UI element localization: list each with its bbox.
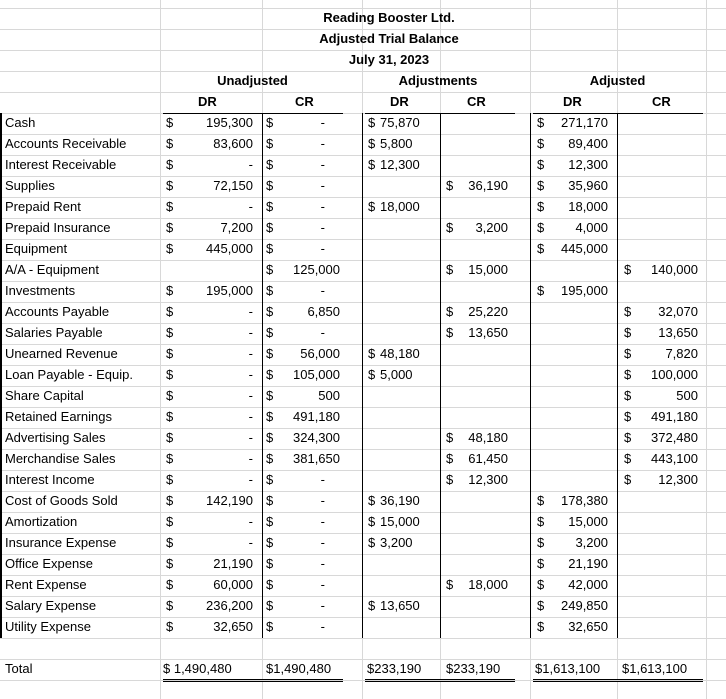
total-unadjusted-dr: $ 1,490,480 (163, 661, 232, 676)
dollar-sign: $ (446, 220, 454, 235)
dollar-sign: $ (266, 451, 274, 466)
unadjusted-dr: - (248, 430, 253, 445)
unadjusted-cr: - (320, 241, 325, 256)
dollar-sign: $ (537, 535, 545, 550)
dollar-sign: $ (368, 514, 376, 529)
unadjusted-dr: - (248, 514, 253, 529)
total-double-underline (365, 679, 515, 680)
unadjusted-dr: - (248, 304, 253, 319)
dollar-sign: $ (624, 304, 632, 319)
adjustments-cr: 13,650 (468, 325, 508, 340)
unadjusted-cr: 324,300 (293, 430, 340, 445)
dollar-sign: $ (368, 115, 376, 130)
dollar-sign: $ (266, 430, 274, 445)
adjustments-dr: 13,650 (380, 598, 420, 613)
adjustments-cr: 15,000 (468, 262, 508, 277)
total-adjusted-dr: $1,613,100 (535, 661, 601, 676)
unadjusted-cr: - (320, 136, 325, 151)
account-name: Interest Income (5, 472, 95, 487)
unadjusted-dr: 445,000 (206, 241, 253, 256)
dollar-sign: $ (537, 157, 545, 172)
unadjusted-dr: 21,190 (213, 556, 253, 571)
dollar-sign: $ (624, 430, 632, 445)
account-name: Investments (5, 283, 76, 298)
dollar-sign: $ (266, 241, 274, 256)
adjustments-cr: 61,450 (468, 451, 508, 466)
dollar-sign: $ (166, 346, 174, 361)
header-dr: DR (198, 94, 217, 109)
dollar-sign: $ (266, 262, 274, 277)
unadjusted-dr: - (248, 388, 253, 403)
adjusted-cr: 32,070 (658, 304, 698, 319)
adjustments-dr: 18,000 (380, 199, 420, 214)
dollar-sign: $ (166, 367, 174, 382)
dollar-sign: $ (624, 325, 632, 340)
gridline (0, 29, 726, 30)
table-border (262, 113, 263, 638)
dollar-sign: $ (446, 304, 454, 319)
dollar-sign: $ (537, 136, 545, 151)
account-name: Interest Receivable (5, 157, 117, 172)
unadjusted-dr: - (248, 535, 253, 550)
dollar-sign: $ (446, 577, 454, 592)
dollar-sign: $ (166, 178, 174, 193)
account-name: Prepaid Rent (5, 199, 81, 214)
dollar-sign: $ (166, 451, 174, 466)
account-name: Rent Expense (5, 577, 87, 592)
unadjusted-dr: - (248, 157, 253, 172)
account-name: Salaries Payable (5, 325, 103, 340)
dollar-sign: $ (446, 451, 454, 466)
dollar-sign: $ (537, 577, 545, 592)
dollar-sign: $ (266, 367, 274, 382)
dollar-sign: $ (368, 136, 376, 151)
adjusted-cr: 100,000 (651, 367, 698, 382)
dollar-sign: $ (166, 241, 174, 256)
header-dr: DR (390, 94, 409, 109)
unadjusted-cr: - (320, 472, 325, 487)
unadjusted-cr: - (320, 157, 325, 172)
report-date: July 31, 2023 (348, 52, 430, 67)
unadjusted-dr: - (248, 325, 253, 340)
dollar-sign: $ (266, 178, 274, 193)
unadjusted-cr: - (320, 514, 325, 529)
dollar-sign: $ (166, 304, 174, 319)
dollar-sign: $ (166, 409, 174, 424)
dollar-sign: $ (537, 178, 545, 193)
gridline (706, 0, 707, 699)
dollar-sign: $ (266, 346, 274, 361)
account-name: Unearned Revenue (5, 346, 118, 361)
dollar-sign: $ (368, 367, 376, 382)
dollar-sign: $ (537, 199, 545, 214)
gridline (0, 50, 726, 51)
dollar-sign: $ (624, 472, 632, 487)
dollar-sign: $ (266, 199, 274, 214)
dollar-sign: $ (537, 556, 545, 571)
adjusted-dr: 445,000 (561, 241, 608, 256)
dollar-sign: $ (266, 325, 274, 340)
unadjusted-cr: 381,650 (293, 451, 340, 466)
account-name: Office Expense (5, 556, 93, 571)
unadjusted-cr: - (320, 577, 325, 592)
account-name: Prepaid Insurance (5, 220, 111, 235)
adjusted-dr: 32,650 (568, 619, 608, 634)
unadjusted-dr: - (248, 346, 253, 361)
total-double-underline (163, 681, 343, 682)
dollar-sign: $ (266, 472, 274, 487)
unadjusted-cr: - (320, 178, 325, 193)
account-name: Loan Payable - Equip. (5, 367, 133, 382)
dollar-sign: $ (166, 157, 174, 172)
total-adjustments-cr: $233,190 (446, 661, 501, 676)
account-name: A/A - Equipment (5, 262, 99, 277)
adjustments-cr: 25,220 (468, 304, 508, 319)
group-unadjusted: Unadjusted (217, 73, 288, 88)
total-label: Total (5, 661, 33, 676)
total-adjusted-cr: $1,613,100 (622, 661, 688, 676)
unadjusted-cr: 500 (318, 388, 340, 403)
total-double-underline (163, 679, 343, 680)
account-name: Cash (5, 115, 36, 130)
dollar-sign: $ (624, 262, 632, 277)
table-border (0, 113, 2, 638)
account-name: Salary Expense (5, 598, 97, 613)
unadjusted-cr: - (320, 535, 325, 550)
total-unadjusted-cr: $1,490,480 (266, 661, 332, 676)
account-name: Retained Earnings (5, 409, 112, 424)
adjustments-dr: 5,000 (380, 367, 413, 382)
adjusted-cr: 140,000 (651, 262, 698, 277)
adjustments-dr: 48,180 (380, 346, 420, 361)
adjustments-dr: 15,000 (380, 514, 420, 529)
unadjusted-dr: - (248, 409, 253, 424)
adjusted-dr: 195,000 (561, 283, 608, 298)
adjustments-cr: 12,300 (468, 472, 508, 487)
gridline (0, 659, 726, 660)
dollar-sign: $ (266, 136, 274, 151)
dollar-sign: $ (166, 493, 174, 508)
adjusted-dr: 4,000 (575, 220, 608, 235)
dollar-sign: $ (166, 430, 174, 445)
unadjusted-dr: 60,000 (213, 577, 253, 592)
unadjusted-cr: 56,000 (300, 346, 340, 361)
adjusted-dr: 15,000 (568, 514, 608, 529)
dollar-sign: $ (537, 115, 545, 130)
dollar-sign: $ (166, 115, 174, 130)
adjusted-dr: 42,000 (568, 577, 608, 592)
dollar-sign: $ (266, 598, 274, 613)
account-name: Accounts Receivable (5, 136, 127, 151)
account-name: Advertising Sales (5, 430, 106, 445)
adjusted-dr: 249,850 (561, 598, 608, 613)
header-cr: CR (295, 94, 314, 109)
adjustments-dr: 12,300 (380, 157, 420, 172)
dollar-sign: $ (537, 220, 545, 235)
header-dr: DR (563, 94, 582, 109)
dollar-sign: $ (166, 577, 174, 592)
unadjusted-dr: - (248, 199, 253, 214)
unadjusted-dr: 83,600 (213, 136, 253, 151)
account-name: Cost of Goods Sold (5, 493, 118, 508)
adjustments-cr: 18,000 (468, 577, 508, 592)
dollar-sign: $ (266, 619, 274, 634)
unadjusted-dr: 142,190 (206, 493, 253, 508)
adjusted-cr: 12,300 (658, 472, 698, 487)
gridline (0, 71, 726, 72)
dollar-sign: $ (446, 472, 454, 487)
account-name: Merchandise Sales (5, 451, 116, 466)
dollar-sign: $ (266, 556, 274, 571)
total-double-underline (533, 681, 703, 682)
table-border (530, 113, 531, 638)
dollar-sign: $ (537, 241, 545, 256)
dollar-sign: $ (166, 514, 174, 529)
adjustments-dr: 5,800 (380, 136, 413, 151)
group-adjustments: Adjustments (398, 73, 478, 88)
dollar-sign: $ (166, 472, 174, 487)
unadjusted-cr: - (320, 283, 325, 298)
adjusted-cr: 13,650 (658, 325, 698, 340)
adjusted-cr: 443,100 (651, 451, 698, 466)
account-name: Accounts Payable (5, 304, 110, 319)
dollar-sign: $ (166, 556, 174, 571)
unadjusted-cr: 125,000 (293, 262, 340, 277)
unadjusted-dr: - (248, 367, 253, 382)
adjusted-dr: 271,170 (561, 115, 608, 130)
adjusted-cr: 500 (676, 388, 698, 403)
group-adjusted: Adjusted (589, 73, 646, 88)
adjustments-dr: 75,870 (380, 115, 420, 130)
table-border (440, 113, 441, 638)
adjusted-dr: 178,380 (561, 493, 608, 508)
dollar-sign: $ (166, 283, 174, 298)
total-double-underline (533, 679, 703, 680)
account-name: Supplies (5, 178, 55, 193)
account-name: Equipment (5, 241, 68, 256)
unadjusted-cr: - (320, 325, 325, 340)
account-name: Utility Expense (5, 619, 91, 634)
gridline (0, 8, 726, 9)
dollar-sign: $ (537, 283, 545, 298)
dollar-sign: $ (368, 346, 376, 361)
unadjusted-cr: - (320, 493, 325, 508)
adjustments-cr: 36,190 (468, 178, 508, 193)
adjustments-dr: 3,200 (380, 535, 413, 550)
report-title: Adjusted Trial Balance (319, 31, 459, 46)
dollar-sign: $ (368, 598, 376, 613)
dollar-sign: $ (624, 346, 632, 361)
adjusted-dr: 12,300 (568, 157, 608, 172)
dollar-sign: $ (166, 325, 174, 340)
dollar-sign: $ (537, 598, 545, 613)
unadjusted-dr: 72,150 (213, 178, 253, 193)
adjusted-dr: 18,000 (568, 199, 608, 214)
unadjusted-dr: - (248, 451, 253, 466)
adjusted-cr: 372,480 (651, 430, 698, 445)
dollar-sign: $ (624, 409, 632, 424)
dollar-sign: $ (446, 178, 454, 193)
header-cr: CR (652, 94, 671, 109)
unadjusted-cr: 6,850 (307, 304, 340, 319)
unadjusted-cr: 105,000 (293, 367, 340, 382)
dollar-sign: $ (166, 598, 174, 613)
dollar-sign: $ (266, 409, 274, 424)
unadjusted-dr: 32,650 (213, 619, 253, 634)
dollar-sign: $ (537, 619, 545, 634)
total-double-underline (365, 681, 515, 682)
header-cr: CR (467, 94, 486, 109)
unadjusted-cr: 491,180 (293, 409, 340, 424)
account-name: Insurance Expense (5, 535, 117, 550)
dollar-sign: $ (266, 115, 274, 130)
unadjusted-cr: - (320, 556, 325, 571)
adjustments-cr: 3,200 (475, 220, 508, 235)
unadjusted-cr: - (320, 598, 325, 613)
adjusted-dr: 35,960 (568, 178, 608, 193)
table-border (617, 113, 618, 638)
unadjusted-cr: - (320, 619, 325, 634)
account-name: Share Capital (5, 388, 84, 403)
adjusted-dr: 3,200 (575, 535, 608, 550)
dollar-sign: $ (368, 535, 376, 550)
dollar-sign: $ (166, 199, 174, 214)
adjusted-dr: 89,400 (568, 136, 608, 151)
dollar-sign: $ (266, 577, 274, 592)
dollar-sign: $ (537, 493, 545, 508)
dollar-sign: $ (266, 535, 274, 550)
dollar-sign: $ (266, 388, 274, 403)
unadjusted-dr: 236,200 (206, 598, 253, 613)
account-name: Amortization (5, 514, 78, 529)
unadjusted-dr: 195,300 (206, 115, 253, 130)
gridline (160, 0, 161, 699)
dollar-sign: $ (166, 535, 174, 550)
unadjusted-cr: - (320, 220, 325, 235)
dollar-sign: $ (446, 262, 454, 277)
dollar-sign: $ (266, 514, 274, 529)
gridline (0, 638, 726, 639)
dollar-sign: $ (446, 325, 454, 340)
dollar-sign: $ (368, 493, 376, 508)
header-underline (533, 113, 703, 114)
dollar-sign: $ (266, 157, 274, 172)
adjusted-cr: 7,820 (665, 346, 698, 361)
adjustments-dr: 36,190 (380, 493, 420, 508)
dollar-sign: $ (368, 199, 376, 214)
dollar-sign: $ (166, 388, 174, 403)
adjustments-cr: 48,180 (468, 430, 508, 445)
unadjusted-cr: - (320, 199, 325, 214)
unadjusted-dr: 7,200 (220, 220, 253, 235)
table-border (362, 113, 363, 638)
gridline (0, 92, 726, 93)
company-name: Reading Booster Ltd. (323, 10, 455, 25)
header-underline (163, 113, 343, 114)
dollar-sign: $ (166, 619, 174, 634)
unadjusted-dr: - (248, 472, 253, 487)
dollar-sign: $ (266, 304, 274, 319)
dollar-sign: $ (446, 430, 454, 445)
total-adjustments-dr: $233,190 (367, 661, 422, 676)
dollar-sign: $ (368, 157, 376, 172)
dollar-sign: $ (624, 451, 632, 466)
unadjusted-dr: 195,000 (206, 283, 253, 298)
unadjusted-cr: - (320, 115, 325, 130)
dollar-sign: $ (166, 136, 174, 151)
adjusted-cr: 491,180 (651, 409, 698, 424)
dollar-sign: $ (166, 220, 174, 235)
dollar-sign: $ (266, 493, 274, 508)
dollar-sign: $ (624, 367, 632, 382)
adjusted-dr: 21,190 (568, 556, 608, 571)
dollar-sign: $ (537, 514, 545, 529)
dollar-sign: $ (624, 388, 632, 403)
dollar-sign: $ (266, 283, 274, 298)
dollar-sign: $ (266, 220, 274, 235)
